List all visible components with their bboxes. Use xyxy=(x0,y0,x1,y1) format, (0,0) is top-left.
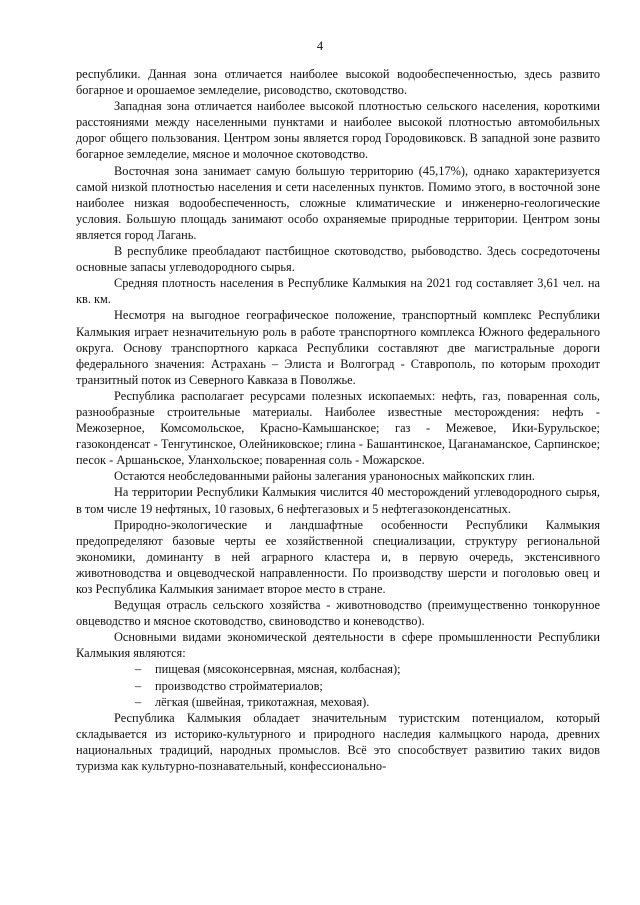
list-dash: – xyxy=(135,662,142,677)
paragraph-10: Природно-экологические и ландшафтные особенности Республики Калмыкия предопределяют базовые черты ее хозяйственной специализации, структуру региональной экономики, доминанту в ней аграрного кластера и, в первую очередь, экстенсивного животноводства и овцеводческой направленности. По производству шерсти и поголовью овец и коз Республика Калмыкия занимает второе место в стране. xyxy=(76,517,600,596)
paragraph-7: Республика располагает ресурсами полезных ископаемых: нефть, газ, поваренная соль, разнообразные строительные материалы. Наиболее известные месторождения: нефть - Межозерное, Комсомольское, Красно-Камышанское; газ - Межевое, Ики-Бурульское; газоконденсат - Тенгутинское, Олейниковское; глина - Башантинское, Цаганаманское, Сарпинское; песок - Аршаньское, Уланхольское; поваренная соль - Можарское. xyxy=(76,388,600,468)
paragraph-2: Западная зона отличается наиболее высокой плотностью сельского населения, короткими расстояниями между населенными пунктами и наиболее высокой плотностью автомобильных дорог общего пользования. Центром зоны является город Городовиковск. В западной зоне развито богарное земледелие, мясное и молочное скотоводство. xyxy=(76,99,600,162)
paragraph-3: Восточная зона занимает самую большую территорию (45,17%), однако характеризуется самой низкой плотностью населения и сети населенных пунктов. Помимо этого, в восточной зоне наиболее низкая водообеспеченность, сложные климатические и инженерно-геологические условия. Большую площадь занимают особо охраняемые природные территории. Центром зоны является город Лагань. xyxy=(76,163,600,242)
paragraph-8: Остаются необследованными районы залегания ураноносных майкопских глин. xyxy=(114,469,535,484)
list-dash: – xyxy=(135,678,142,693)
paragraph-11: Ведущая отрасль сельского хозяйства - животноводство (преимущественно тонкорунное овцеводство и мясное скотоводство, свиноводство и коневодство). xyxy=(76,598,600,629)
paragraph-last: Республика Калмыкия обладает значительным туристским потенциалом, который складывается из историко-культурного и природного наследия калмыцкого народа, древних национальных традиций, народных промыслов. Всё это способствует развитию таких видов туризма как культурно-познавательный, конфессионально- xyxy=(76,710,600,774)
paragraph-12: Основными видами экономической деятельности в сфере промышленности Республики Калмыкия являются: xyxy=(76,630,600,661)
industry-list xyxy=(76,661,600,709)
list-item: – лёгкая (швейная, трикотажная, меховая). xyxy=(135,694,370,709)
paragraph-9: На территории Республики Калмыкия числится 40 месторождений углеводородного сырья, в том числе 19 нефтяных, 10 газовых, 6 нефтегазовых и 5 нефтегазоконденсатных. xyxy=(76,485,600,516)
list-item: – производство стройматериалов; xyxy=(135,678,323,693)
paragraph-5: Средняя плотность населения в Республике Калмыкия на 2021 год составляет 3,61 чел. на кв. км. xyxy=(76,276,600,307)
paragraph-4: В республике преобладают пастбищное скотоводство, рыбоводство. Здесь сосредоточены основные запасы углеводородного сырья. xyxy=(76,244,600,275)
list-item: – пищевая (мясоконсервная, мясная, колбасная); xyxy=(135,662,401,677)
paragraph-1: республики. Данная зона отличается наиболее высокой водообеспеченностью, здесь развито богарное и орошаемое земледелие, рисоводство, скотоводство. xyxy=(76,67,600,98)
list-dash: – xyxy=(135,694,142,709)
body-text xyxy=(76,66,600,774)
page-number: 4 xyxy=(316,39,324,53)
paragraph-6: Несмотря на выгодное географическое положение, транспортный комплекс Республики Калмыкия играет незначительную роль в работе транспортного комплекса Южного федерального округа. Основу транспортного каркаса Республики составляют две магистральные дороги федерального значения: Астрахань – Элиста и Волгоград - Ставрополь, по которым проходит транзитный поток из Северного Кавказа в Поволжье. xyxy=(76,308,600,387)
